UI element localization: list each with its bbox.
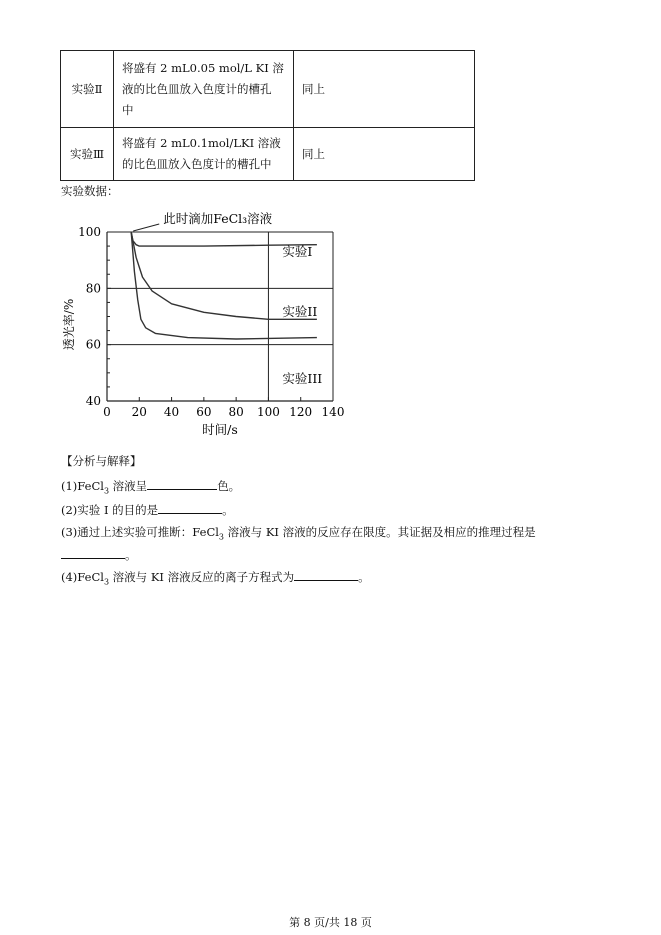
question-4 <box>61 569 370 586</box>
question-text: 。 <box>222 503 234 517</box>
annotation-text: 此时滴加FeCl₃溶液 <box>163 211 273 226</box>
description-line: 将盛有 2 mL0.05 mol/L KI 溶 <box>122 60 284 75</box>
y-tick-label: 60 <box>85 337 101 352</box>
description-line: 的比色皿放入色度计的槽孔中 <box>122 157 272 171</box>
question-text: (3)通过上述实验可推断：FeCl <box>61 525 219 539</box>
answer-blank[interactable] <box>294 569 358 581</box>
y-tick-label: 40 <box>85 394 101 408</box>
series-label: 实验III <box>282 371 323 386</box>
page-footer: 第 8 页/共 18 页 <box>289 916 372 929</box>
question-text: 色。 <box>217 479 241 493</box>
description-line: 中 <box>122 102 134 117</box>
question-1 <box>61 478 240 495</box>
question-text: 。 <box>125 548 137 562</box>
analysis-heading: 【分析与解释】 <box>61 454 142 468</box>
question-3 <box>61 524 536 541</box>
x-tick-label: 100 <box>256 405 280 419</box>
x-tick-label: 20 <box>131 405 147 419</box>
x-tick-label: 40 <box>163 405 180 419</box>
question-text: (2)实验 I 的目的是 <box>61 503 159 517</box>
x-tick-label: 60 <box>196 405 212 419</box>
question-text: 。 <box>358 570 370 584</box>
question-text: (1)FeCl <box>61 479 104 493</box>
description-line: 液的比色皿放入色度计的槽孔 <box>122 81 272 96</box>
y-tick-label: 80 <box>85 281 101 296</box>
question-2 <box>61 502 234 518</box>
experiment-result: 同上 <box>294 128 475 181</box>
table-row <box>61 128 475 181</box>
subscript: 3 <box>218 532 225 542</box>
x-tick-label: 120 <box>289 405 313 419</box>
x-tick-label: 0 <box>103 405 111 419</box>
subscript: 3 <box>103 577 110 587</box>
question-text: 溶液与 KI 溶液的反应存在限度。其证据及相应的推理过程是 <box>224 525 536 539</box>
x-axis-label: 时间/s <box>202 422 238 437</box>
table-row <box>61 51 475 128</box>
answer-blank[interactable] <box>61 547 125 559</box>
answer-blank[interactable] <box>158 502 222 514</box>
y-axis-label: 透光率/% <box>62 298 76 351</box>
experiment-name: 实验Ⅲ <box>61 128 114 181</box>
subscript: 3 <box>103 486 110 496</box>
y-tick-label: 100 <box>78 225 101 239</box>
data-label: 实验数据： <box>61 184 119 198</box>
experiment-name: 实验Ⅱ <box>61 51 114 128</box>
answer-blank[interactable] <box>147 478 217 490</box>
question-text: (4)FeCl <box>61 570 104 584</box>
x-tick-label: 80 <box>228 405 244 419</box>
experiment-description <box>114 128 294 181</box>
experiment-table <box>60 50 475 181</box>
description-line: 将盛有 2 mL0.1mol/LKI 溶液 <box>122 136 281 150</box>
experiment-description <box>114 51 294 128</box>
experiment-result: 同上 <box>294 51 475 128</box>
annotation-leader <box>133 224 159 231</box>
question-text: 溶液与 KI 溶液反应的离子方程式为 <box>109 570 295 584</box>
x-tick-label: 140 <box>321 405 345 419</box>
series-label: 实验I <box>282 244 313 259</box>
series-label: 实验II <box>282 304 318 319</box>
question-text: 溶液呈 <box>109 479 148 493</box>
question-3-continued <box>61 547 137 563</box>
transmittance-chart <box>55 205 355 445</box>
